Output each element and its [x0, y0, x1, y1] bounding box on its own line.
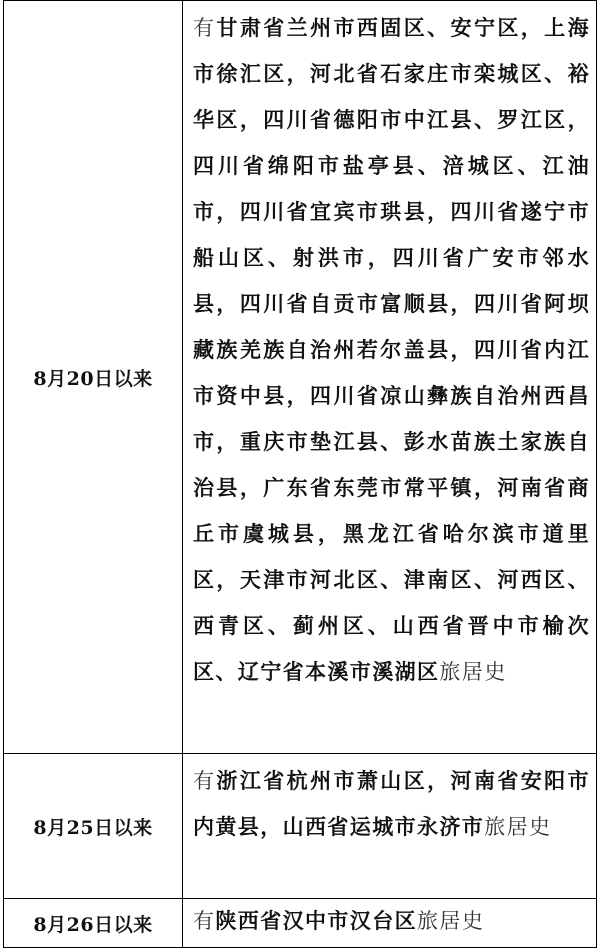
lead-text: 有	[193, 769, 217, 793]
places-text: 陕西省汉中市汉台区	[215, 908, 418, 933]
table-row	[4, 754, 597, 899]
description-cell	[183, 1, 597, 754]
description-cell	[183, 899, 597, 948]
date-cell: 8月26日以来	[4, 899, 183, 948]
tail-text: 旅居史	[417, 909, 485, 933]
travel-history-table	[3, 0, 597, 948]
lead-text: 有	[193, 909, 216, 933]
table-row	[4, 899, 597, 948]
date-cell: 8月20日以来	[4, 1, 183, 754]
table-row	[4, 1, 597, 754]
date-cell: 8月25日以来	[4, 754, 183, 899]
lead-text: 有	[193, 16, 217, 40]
places-text: 浙江省杭州市萧山区，河南省安阳市内黄县，山西省运城市永济市	[193, 768, 590, 839]
tail-text: 旅居史	[484, 815, 552, 839]
tail-text: 旅居史	[439, 660, 507, 684]
places-text: 甘肃省兰州市西固区、安宁区，上海市徐汇区，河北省石家庄市栾城区、裕华区，四川省德阳市中江县、罗江区，四川省绵阳市盐亭县、涪城区、江油市，四川省宜宾市珙县，四川省遂宁市船山区、射洪市，四川省广安市邻水县，四川省自贡市富顺县，四川省阿坝藏族羌族自治州若尔盖县，四川省内江市资中县，四川省凉山彝族自治州西昌市，重庆市垫江县、彭水苗族土家族自治县，广东省东莞市常平镇，河南省商丘市虞城县，黑龙江省哈尔滨市道里区，天津市河北区、津南区、河西区、西青区、蓟州区、山西省晋中市榆次区、辽宁省本溪市溪湖区	[193, 15, 590, 684]
description-cell	[183, 754, 597, 899]
